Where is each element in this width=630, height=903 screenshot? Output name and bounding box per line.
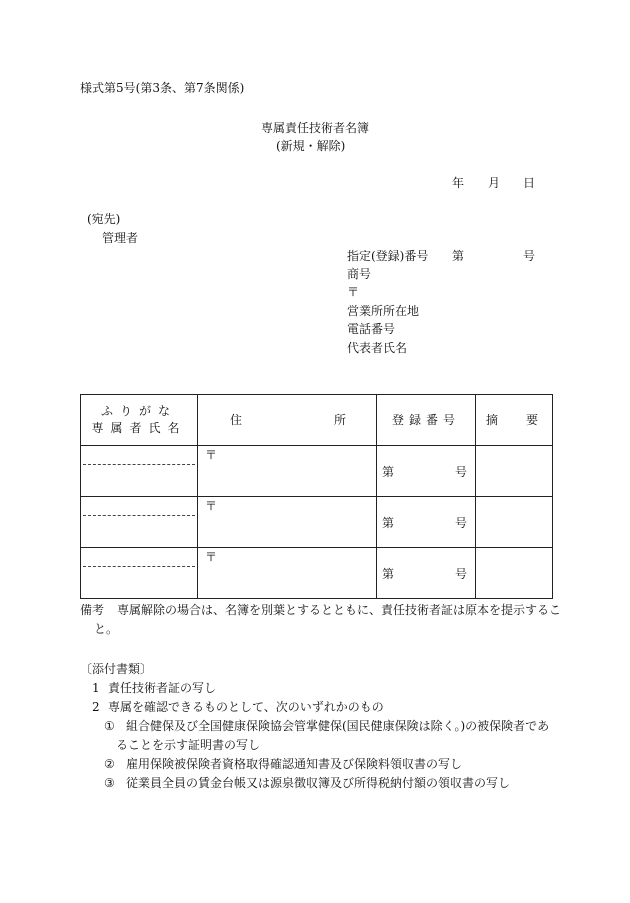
attachment-subitem-text: 組合健保及び全国健康保険協会管掌健保(国民健康保険は除く。)の被保険者であ: [126, 719, 550, 733]
reg-no-cell[interactable]: [377, 548, 476, 599]
furigana-divider: [83, 464, 195, 465]
header-reg-no: 登録番号: [391, 413, 460, 427]
name-cell[interactable]: [81, 497, 198, 548]
table-row: [81, 446, 553, 497]
header-note-cell: [476, 395, 553, 446]
date-month: 月: [488, 176, 501, 190]
registration-number-dai: 第: [452, 249, 465, 263]
address-cell[interactable]: [198, 497, 377, 548]
attachment-item-number: 1: [92, 681, 100, 695]
postal-mark: 〒: [205, 550, 218, 564]
attachment-subitem-number: ②: [104, 757, 115, 771]
registration-number-go: 号: [523, 249, 536, 263]
header-address-cell: [198, 395, 377, 446]
header-reg-no-cell: [377, 395, 476, 446]
note-cell[interactable]: [476, 497, 553, 548]
page-title: 専属責任技術者名簿: [261, 121, 370, 135]
address-cell[interactable]: [198, 446, 377, 497]
furigana-divider: [83, 515, 195, 516]
reg-no-prefix: 第: [382, 465, 395, 479]
reg-no-suffix: 号: [454, 567, 467, 581]
registration-number-label: 指定(登録)番号: [347, 249, 429, 263]
date-day: 日: [523, 176, 536, 190]
header-note-1: 摘: [486, 413, 499, 427]
attachment-subitem-text: 雇用保険被保険者資格取得確認通知書及び保険料領収書の写し: [126, 757, 463, 771]
table-header-row: [81, 395, 553, 446]
reg-no-prefix: 第: [382, 567, 395, 581]
header-name-cell: [81, 395, 198, 446]
note-cell[interactable]: [476, 548, 553, 599]
reg-no-suffix: 号: [454, 516, 467, 530]
attachment-subitem-number: ①: [104, 719, 115, 733]
attachments-heading: 〔添付書類〕: [80, 662, 153, 676]
remarks-text-line1: 専属解除の場合は、名簿を別葉とするとともに、責任技術者証は原本を提示するこ: [117, 603, 562, 617]
attachment-subitem-text-cont: ることを示す証明書の写し: [116, 738, 261, 752]
addressee-label: (宛先): [87, 212, 121, 226]
representative-label: 代表者氏名: [347, 341, 408, 355]
attachment-subitem-text: 従業員全員の賃金台帳又は源泉徴収簿及び所得税納付額の領収書の写し: [126, 776, 511, 790]
note-cell[interactable]: [476, 446, 553, 497]
postal-mark: 〒: [347, 285, 360, 299]
form-number: 様式第5号(第3条、第7条関係): [80, 81, 245, 95]
header-address-1: 住: [230, 413, 243, 427]
reg-no-suffix: 号: [454, 465, 467, 479]
header-furigana: ふりがな: [100, 404, 177, 418]
name-cell[interactable]: [81, 548, 198, 599]
address-cell[interactable]: [198, 548, 377, 599]
furigana-divider: [83, 566, 195, 567]
header-address-2: 所: [333, 413, 346, 427]
header-name: 専属者氏名: [91, 421, 187, 435]
page-subtitle: (新規・解除): [276, 139, 346, 153]
reg-no-prefix: 第: [382, 516, 395, 530]
register-table: [80, 394, 553, 599]
name-cell[interactable]: [81, 446, 198, 497]
office-address-label: 営業所所在地: [347, 304, 420, 318]
attachment-item-text: 専属を確認できるものとして、次のいずれかのもの: [108, 700, 384, 714]
phone-label: 電話番号: [347, 322, 396, 336]
attachment-item-text: 責任技術者証の写し: [108, 681, 217, 695]
date-year: 年: [452, 176, 465, 190]
table-row: [81, 497, 553, 548]
remarks-label: 備考: [80, 603, 105, 617]
postal-mark: 〒: [205, 448, 218, 462]
postal-mark: 〒: [205, 499, 218, 513]
trade-name-label: 商号: [347, 267, 372, 281]
addressee-name: 管理者: [102, 231, 139, 245]
reg-no-cell[interactable]: [377, 446, 476, 497]
header-note-2: 要: [525, 413, 538, 427]
attachment-subitem-number: ③: [104, 776, 115, 790]
reg-no-cell[interactable]: [377, 497, 476, 548]
attachment-item-number: 2: [92, 700, 100, 714]
remarks-text-line2: と。: [94, 622, 119, 636]
table-row: [81, 548, 553, 599]
